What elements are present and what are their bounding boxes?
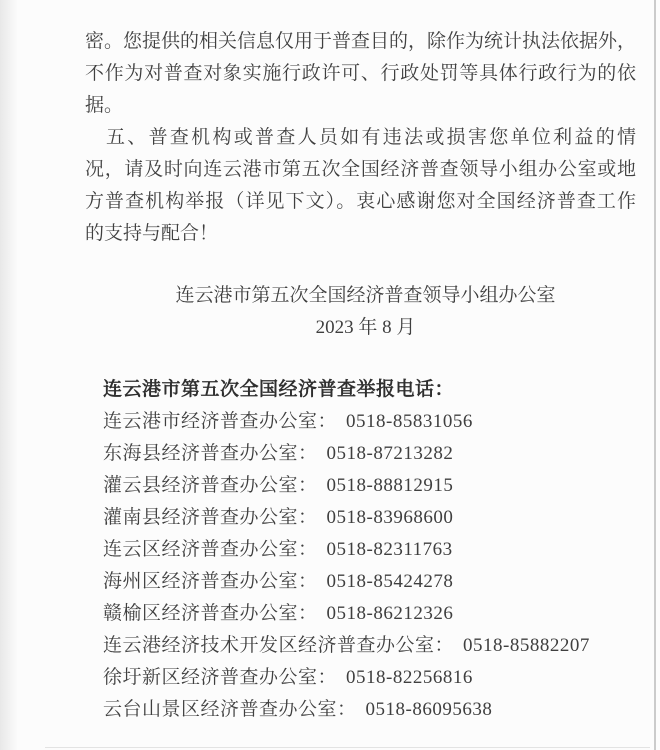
document-content: [85, 26, 636, 726]
text-line: 五、普查机构或普查人员如有违法或损害您单位利益的情: [106, 127, 636, 148]
signature-block: [85, 280, 636, 344]
phone-number: 0518-85831056: [346, 411, 473, 432]
hotline-row: [103, 566, 636, 598]
office-label: 连云港市经济普查办公室：: [103, 411, 338, 432]
phone-number: 0518-85424278: [326, 571, 454, 592]
phone-number: 0518-86212326: [326, 603, 454, 624]
page-left-edge-shadow: [0, 0, 18, 750]
phone-number: 0518-85882207: [463, 635, 590, 656]
hotline-section-heading: 连云港市第五次全国经济普查举报电话：: [103, 379, 455, 400]
hotline-row: [103, 598, 636, 630]
office-label: 云台山景区经济普查办公室：: [103, 699, 357, 720]
phone-number: 0518-83968600: [326, 507, 454, 528]
paragraph-confidentiality: [85, 26, 636, 122]
office-label: 灌南县经济普查办公室：: [103, 507, 318, 528]
hotline-section: [103, 374, 636, 726]
signature-office-line: 连云港市第五次全国经济普查领导小组办公室: [175, 285, 556, 306]
text-line: 密。您提供的相关信息仅用于普查目的，除作为统计执法依据外，: [85, 31, 637, 52]
office-label: 灌云县经济普查办公室：: [103, 475, 318, 496]
office-label: 东海县经济普查办公室：: [103, 443, 318, 464]
text-line: 的支持与配合！: [85, 223, 219, 244]
office-label: 连云区经济普查办公室：: [103, 539, 318, 560]
page-bottom-edge-line: [45, 747, 650, 748]
hotline-row: [103, 502, 636, 534]
text-line: 况，请及时向连云港市第五次全国经济普查领导小组办公室或地: [85, 159, 636, 180]
office-label: 徐圩新区经济普查办公室：: [103, 667, 338, 688]
paragraph-item-five: [85, 122, 636, 250]
hotline-row: [103, 662, 636, 694]
phone-number: 0518-82256816: [346, 667, 473, 688]
text-line: 据。: [85, 95, 124, 116]
hotline-row: [103, 694, 636, 726]
hotline-row: [103, 534, 636, 566]
office-label: 赣榆区经济普查办公室：: [103, 603, 318, 624]
hotline-row: [103, 630, 636, 662]
hotline-row: [103, 438, 636, 470]
page-right-edge-line: [654, 0, 656, 750]
date-line: 2023 年 8 月: [315, 317, 416, 338]
hotline-row: [103, 406, 636, 438]
text-line: 方普查机构举报（详见下文）。衷心感谢您对全国经济普查工作: [85, 191, 636, 212]
office-label: 海州区经济普查办公室：: [103, 571, 318, 592]
text-line: 不作为对普查对象实施行政许可、行政处罚等具体行政行为的依: [85, 63, 636, 84]
phone-number: 0518-86095638: [365, 699, 493, 720]
phone-number: 0518-88812915: [326, 475, 454, 496]
phone-number: 0518-87213282: [326, 443, 454, 464]
phone-number: 0518-82311763: [326, 539, 453, 560]
hotline-row: [103, 470, 636, 502]
office-label: 连云港经济技术开发区经济普查办公室：: [103, 635, 455, 656]
